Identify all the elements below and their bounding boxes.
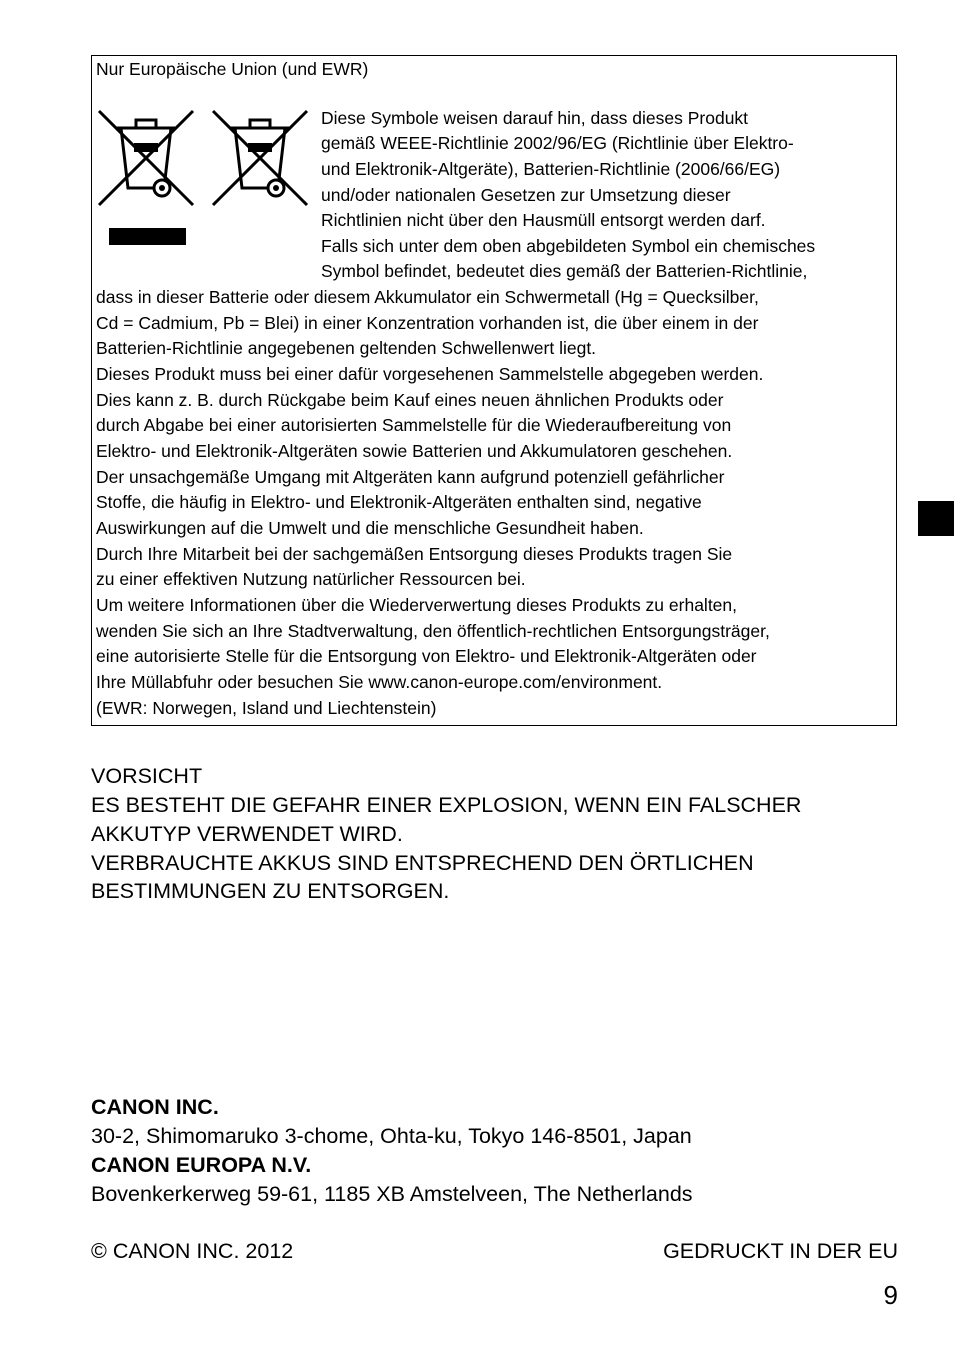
notice-line: und/oder nationalen Gesetzen zur Umsetzung dieser [321, 185, 731, 205]
notice-line: Um weitere Informationen über die Wiederverwertung dieses Produkts zu erhalten, [96, 595, 738, 615]
crossed-out-wheeled-bin-icon [96, 108, 196, 208]
caution-line: VERBRAUCHTE AKKUS SIND ENTSPRECHEND DEN ÖRTLICHEN [91, 851, 754, 875]
notice-line: Stoffe, die häufig in Elektro- und Elektronik-Altgeräten enthalten sind, negative [96, 492, 702, 512]
notice-line: zu einer effektiven Nutzung natürlicher Ressourcen bei. [96, 569, 526, 589]
notice-line: Elektro- und Elektronik-Altgeräten sowie Batterien und Akkumulatoren geschehen. [96, 441, 733, 461]
caution-line: ES BESTEHT DIE GEFAHR EINER EXPLOSION, WENN EIN FALSCHER [91, 793, 802, 817]
notice-line: Dies kann z. B. durch Rückgabe beim Kauf eines neuen ähnlichen Produkts oder [96, 390, 724, 410]
notice-line: Batterien-Richtlinie angegebenen geltenden Schwellenwert liegt. [96, 338, 597, 358]
notice-line: Diese Symbole weisen darauf hin, dass dieses Produkt [321, 108, 749, 128]
notice-line: durch Abgabe bei einer autorisierten Sammelstelle für die Wiederaufbereitung von [96, 415, 732, 435]
notice-line: Durch Ihre Mitarbeit bei der sachgemäßen Entsorgung dieses Produkts tragen Sie [96, 544, 733, 564]
notice-line: wenden Sie sich an Ihre Stadtverwaltung, den öffentlich-rechtlichen Entsorgungsträger, [96, 621, 770, 641]
notice-line: Cd = Cadmium, Pb = Blei) in einer Konzentration vorhanden ist, die über einem in der [96, 313, 759, 333]
notice-line: Falls sich unter dem oben abgebildeten Symbol ein chemisches [321, 236, 816, 256]
company-name: CANON INC. [91, 1095, 219, 1119]
crossed-out-wheeled-bin-icon [210, 108, 310, 208]
notice-line: Dieses Produkt muss bei einer dafür vorgesehenen Sammelstelle abgegeben werden. [96, 364, 764, 384]
notice-line: dass in dieser Batterie oder diesem Akkumulator ein Schwermetall (Hg = Quecksilber, [96, 287, 759, 307]
notice-line: Der unsachgemäße Umgang mit Altgeräten kann aufgrund potenziell gefährlicher [96, 467, 725, 487]
company-name: CANON EUROPA N.V. [91, 1153, 312, 1177]
notice-line: eine autorisierte Stelle für die Entsorgung von Elektro- und Elektronik-Altgeräten oder [96, 646, 757, 666]
company-address: 30-2, Shimomaruko 3-chome, Ohta-ku, Tokyo 146-8501, Japan [91, 1124, 692, 1148]
notice-line: Auswirkungen auf die Umwelt und die menschliche Gesundheit haben. [96, 518, 644, 538]
notice-line: Symbol befindet, bedeutet dies gemäß der Batterien-Richtlinie, [321, 261, 808, 281]
notice-line: gemäß WEEE-Richtlinie 2002/96/EG (Richtlinie über Elektro- [321, 133, 794, 153]
caution-line: AKKUTYP VERWENDET WIRD. [91, 822, 403, 846]
copyright: © CANON INC. 2012 [91, 1239, 294, 1263]
notice-title: Nur Europäische Union (und EWR) [96, 59, 369, 79]
caution-heading: VORSICHT [91, 764, 203, 788]
separator-bar [109, 228, 186, 245]
section-tab-marker [918, 501, 954, 536]
notice-line: Ihre Müllabfuhr oder besuchen Sie www.canon-europe.com/environment. [96, 672, 663, 692]
notice-line: und Elektronik-Altgeräte), Batterien-Richtlinie (2006/66/EG) [321, 159, 781, 179]
caution-line: BESTIMMUNGEN ZU ENTSORGEN. [91, 879, 450, 903]
notice-line: (EWR: Norwegen, Island und Liechtenstein) [96, 698, 437, 718]
printed-in: GEDRUCKT IN DER EU [663, 1239, 898, 1263]
company-address: Bovenkerkerweg 59-61, 1185 XB Amstelveen, The Netherlands [91, 1182, 693, 1206]
page-number: 9 [883, 1280, 898, 1310]
notice-line: Richtlinien nicht über den Hausmüll entsorgt werden darf. [321, 210, 766, 230]
